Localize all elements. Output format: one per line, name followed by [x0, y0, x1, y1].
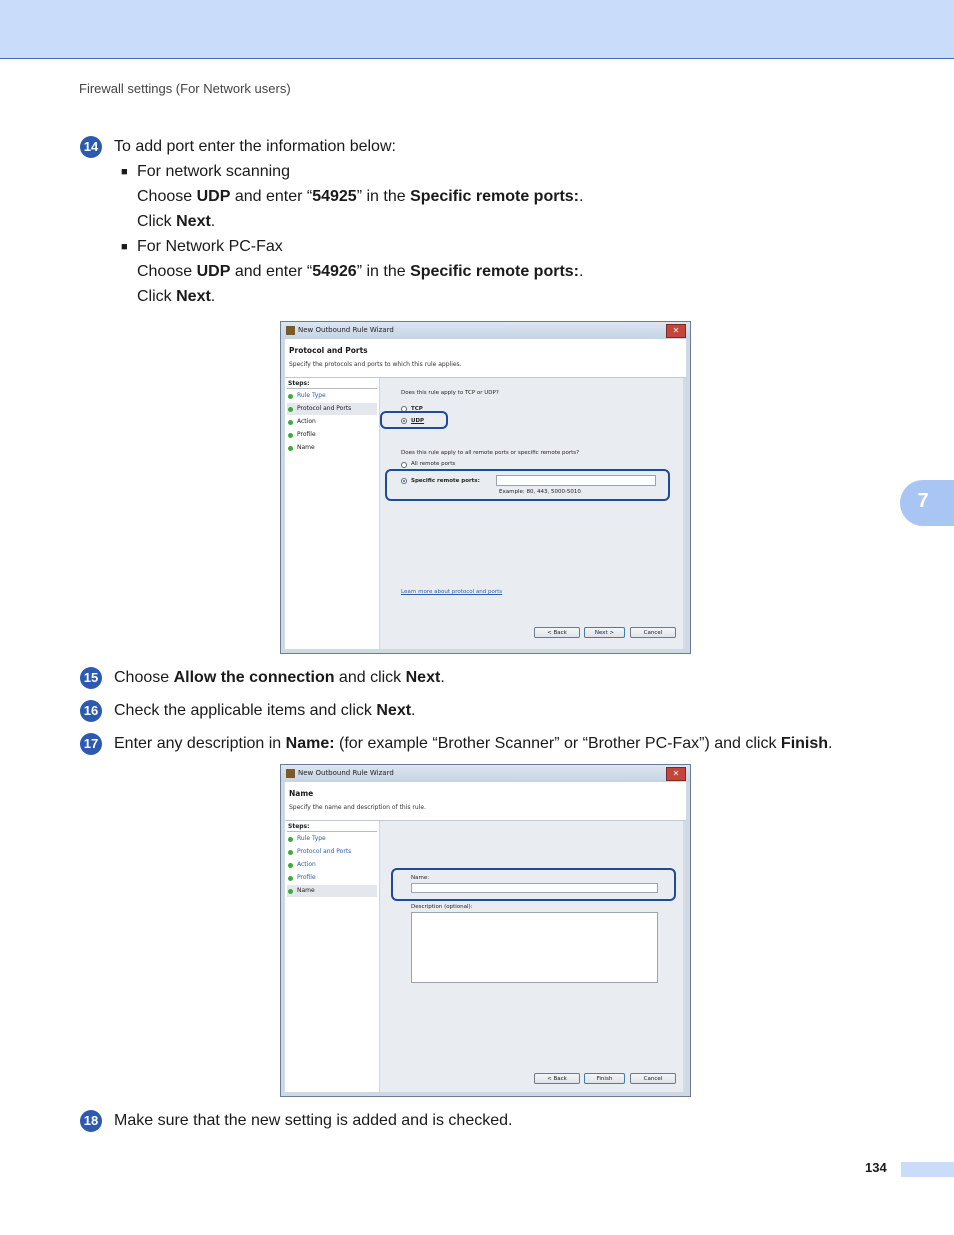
- text-choose: Choose: [114, 669, 174, 686]
- all-remote-ports-radio[interactable]: [401, 462, 407, 468]
- dialog-main-panel: [380, 821, 686, 1092]
- status-dot-icon: [288, 433, 293, 438]
- step-rule-type[interactable]: [287, 833, 377, 845]
- text-period: .: [210, 288, 216, 305]
- name-input[interactable]: [411, 883, 658, 893]
- text-udp: UDP: [196, 263, 231, 280]
- step-rule-type[interactable]: [287, 390, 377, 402]
- step-label: Name: [297, 887, 315, 894]
- dialog-header: [285, 782, 686, 821]
- ports-question: Does this rule apply to all remote ports or specific remote ports?: [401, 450, 580, 456]
- step-label: Rule Type: [297, 392, 326, 399]
- ports-example: Example: 80, 443, 5000-5010: [499, 489, 581, 495]
- text-example: (for example “Brother Scanner” or “Brother PC-Fax”) and click: [334, 735, 781, 752]
- all-remote-ports-label: All remote ports: [411, 461, 456, 466]
- text-udp: UDP: [196, 188, 231, 205]
- text-enter-description: Enter any description in: [114, 735, 286, 752]
- text-period: .: [579, 263, 584, 280]
- text-click: Click: [137, 288, 177, 305]
- protocol-ports-dialog-screenshot: [280, 321, 691, 654]
- step-label: Protocol and Ports: [297, 405, 352, 412]
- specific-remote-ports-label: Specific remote ports:: [411, 478, 480, 484]
- protocol-question: Does this rule apply to TCP or UDP?: [401, 390, 499, 396]
- dialog-title: New Outbound Rule Wizard: [298, 326, 394, 334]
- step-number-17: 17: [80, 733, 102, 755]
- step-name[interactable]: [287, 885, 377, 897]
- close-icon[interactable]: ✕: [666, 324, 686, 338]
- text-finish: Finish: [780, 735, 829, 752]
- back-button[interactable]: < Back: [534, 627, 580, 638]
- text-port-54926: 54926: [312, 263, 357, 280]
- dialog-heading: Protocol and Ports: [289, 346, 368, 355]
- tcp-label: TCP: [411, 406, 423, 412]
- step-action: [287, 416, 377, 428]
- dialog-title: New Outbound Rule Wizard: [298, 769, 394, 777]
- status-dot-icon: [288, 394, 293, 399]
- step-18-text: Make sure that the new setting is added and is checked.: [114, 1112, 513, 1129]
- step-14-text: To add port enter the information below:: [114, 138, 396, 155]
- step-16-text: [114, 701, 416, 721]
- network-scanning-click-next: [137, 212, 215, 232]
- text-specific-remote-ports: Specific remote ports:: [410, 263, 579, 280]
- step-protocol-and-ports[interactable]: [287, 403, 377, 415]
- text-in-the: ” in the: [356, 188, 411, 205]
- text-period: .: [440, 669, 445, 686]
- text-port-54925: 54925: [312, 188, 357, 205]
- bullet-icon: ■: [121, 241, 128, 253]
- step-number-15: 15: [80, 667, 102, 689]
- dialog-main-panel: [380, 378, 686, 649]
- next-button[interactable]: Next >: [584, 627, 625, 638]
- text-next: Next: [405, 669, 441, 686]
- description-label: Description (optional):: [411, 904, 473, 910]
- text-period: .: [411, 702, 416, 719]
- status-dot-icon: [288, 876, 293, 881]
- step-number-14: 14: [80, 136, 102, 158]
- firewall-icon: [286, 326, 295, 335]
- text-click: Click: [137, 213, 177, 230]
- step-number-16: 16: [80, 700, 102, 722]
- text-next: Next: [176, 213, 211, 230]
- header-bar: [0, 0, 954, 59]
- close-icon[interactable]: ✕: [666, 767, 686, 781]
- bullet-network-scanning: For network scanning: [137, 163, 290, 180]
- step-17-text: [114, 734, 832, 754]
- network-scanning-instruction: [137, 187, 583, 207]
- status-dot-icon: [288, 837, 293, 842]
- name-label: Name:: [411, 875, 430, 881]
- scrollbar[interactable]: [683, 821, 686, 1092]
- step-profile: [287, 429, 377, 441]
- step-label: Profile: [297, 431, 316, 438]
- udp-label: UDP: [411, 418, 425, 424]
- chapter-number: 7: [917, 490, 929, 512]
- step-15-text: [114, 668, 445, 688]
- divider: [287, 388, 377, 389]
- divider: [287, 831, 377, 832]
- dialog-subheading: Specify the name and description of this rule.: [289, 804, 426, 811]
- status-dot-icon: [288, 863, 293, 868]
- status-dot-icon: [288, 420, 293, 425]
- text-choose: Choose: [137, 188, 197, 205]
- steps-label: Steps:: [288, 380, 310, 387]
- steps-panel: [285, 821, 380, 1092]
- back-button[interactable]: < Back: [534, 1073, 580, 1084]
- text-period: .: [579, 188, 584, 205]
- pc-fax-instruction: [137, 262, 583, 282]
- step-label: Action: [297, 861, 316, 868]
- dialog-client: [285, 782, 686, 1092]
- status-dot-icon: [288, 889, 293, 894]
- page-header-title: Firewall settings (For Network users): [79, 81, 291, 96]
- cancel-button[interactable]: Cancel: [630, 1073, 676, 1084]
- step-action[interactable]: [287, 859, 377, 871]
- description-textarea[interactable]: [411, 912, 658, 983]
- step-profile[interactable]: [287, 872, 377, 884]
- step-label: Profile: [297, 874, 316, 881]
- dialog-titlebar: [281, 322, 690, 339]
- bullet-network-pc-fax: For Network PC-Fax: [137, 238, 283, 255]
- step-label: Rule Type: [297, 835, 326, 842]
- step-label: Action: [297, 418, 316, 425]
- learn-more-link[interactable]: Learn more about protocol and ports: [401, 589, 503, 595]
- steps-label: Steps:: [288, 823, 310, 830]
- udp-highlight: [380, 411, 448, 429]
- dialog-subheading: Specify the protocols and ports to which this rule applies.: [289, 361, 462, 368]
- specific-remote-ports-radio[interactable]: [401, 478, 407, 484]
- chapter-tab: [900, 480, 954, 526]
- text-next: Next: [376, 702, 412, 719]
- specific-ports-input[interactable]: [496, 475, 656, 486]
- dialog-header: [285, 339, 686, 378]
- step-name: [287, 442, 377, 454]
- step-label: Name: [297, 444, 315, 451]
- cancel-button[interactable]: Cancel: [630, 627, 676, 638]
- page-number: 134: [865, 1160, 887, 1175]
- scrollbar[interactable]: [683, 378, 686, 649]
- dialog-client: [285, 339, 686, 649]
- text-allow-connection: Allow the connection: [173, 669, 335, 686]
- text-and-enter: and enter “: [230, 263, 313, 280]
- dialog-heading: Name: [289, 789, 314, 798]
- name-dialog-screenshot: [280, 764, 691, 1097]
- firewall-icon: [286, 769, 295, 778]
- text-next: Next: [176, 288, 211, 305]
- text-specific-remote-ports: Specific remote ports:: [410, 188, 579, 205]
- text-period: .: [210, 213, 216, 230]
- text-check-items: Check the applicable items and click: [114, 702, 377, 719]
- text-and-click: and click: [334, 669, 406, 686]
- status-dot-icon: [288, 407, 293, 412]
- text-and-enter: and enter “: [230, 188, 313, 205]
- steps-panel: [285, 378, 380, 649]
- footer-bar: [901, 1162, 954, 1177]
- text-in-the: ” in the: [356, 263, 411, 280]
- text-period: .: [828, 735, 833, 752]
- pc-fax-click-next: [137, 287, 215, 307]
- step-label: Protocol and Ports: [297, 848, 352, 855]
- dialog-titlebar: [281, 765, 690, 782]
- step-protocol-and-ports[interactable]: [287, 846, 377, 858]
- status-dot-icon: [288, 850, 293, 855]
- text-name-field: Name:: [285, 735, 335, 752]
- text-choose: Choose: [137, 263, 197, 280]
- bullet-icon: ■: [121, 166, 128, 178]
- status-dot-icon: [288, 446, 293, 451]
- finish-button[interactable]: Finish: [584, 1073, 625, 1084]
- step-number-18: 18: [80, 1110, 102, 1132]
